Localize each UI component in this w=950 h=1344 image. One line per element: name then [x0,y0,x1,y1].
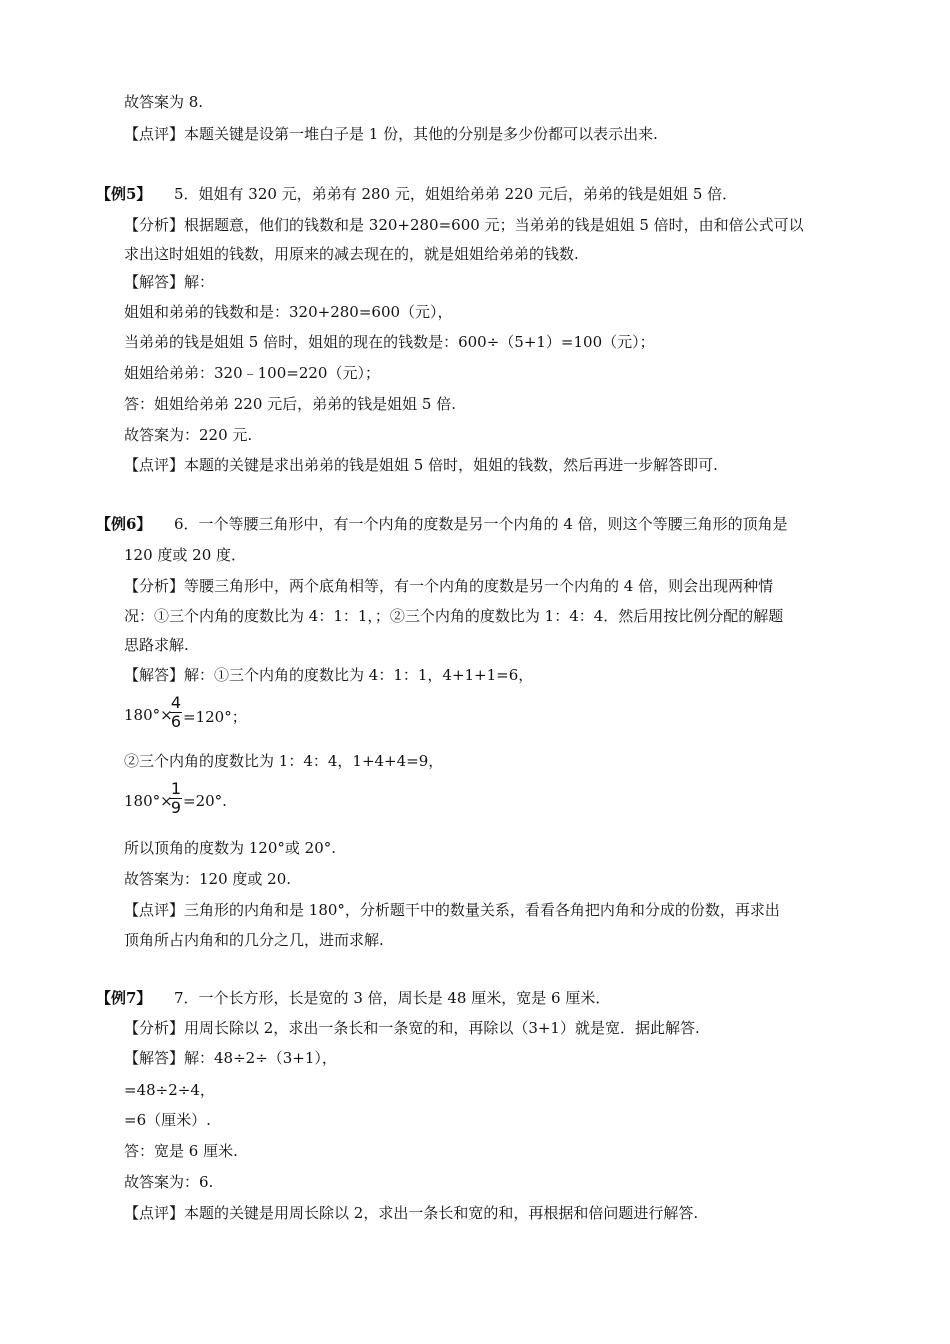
ex6-analysis-3: 思路求解. [124,636,189,654]
calc-1-prefix: 180°× [124,706,173,724]
calc-2-prefix: 180°× [124,792,173,810]
ex6-solution-1: 【解答】解：①三个内角的度数比为 4：1：1，4+1+1=6， [124,666,534,684]
ex6-answer: 故答案为：120 度或 20. [124,870,292,888]
ex6-review-2: 顶角所占内角和的几分之几，进而求解. [124,931,384,949]
calc-1-result: =120°； [183,708,247,726]
prev-review: 【点评】本题关键是设第一堆白子是 1 份，其他的分别是多少份都可以表示出来. [124,125,658,143]
example-7-label: 【例7】 [96,989,152,1007]
ex5-step-3: 姐姐给弟弟：320﹣100=220（元）； [124,364,380,382]
ex5-step-2: 当弟弟的钱是姐姐 5 倍时，姐姐的现在的钱数是：600÷（5+1）=100（元）； [124,333,655,351]
ex7-solution-2: =48÷2÷4， [124,1081,215,1099]
example-6-label: 【例6】 [96,515,152,533]
example-6-heading [96,514,788,534]
ex5-solution-head: 【解答】解： [124,273,215,291]
ex7-solution-3: =6（厘米）. [124,1111,211,1129]
fraction-numerator: 1 [170,779,182,798]
ex7-answer: 故答案为：6. [124,1173,214,1191]
example-5-heading [96,184,737,204]
ex6-solution-2: ②三个内角的度数比为 1：4：4，1+4+4=9， [124,752,444,770]
calc-2-result: =20°. [183,792,227,810]
example-7-problem: 7．一个长方形，长是宽的 3 倍，周长是 48 厘米，宽是 6 厘米． [174,989,611,1007]
ex7-solution-1: 【解答】解：48÷2÷（3+1）， [124,1049,337,1067]
ex6-analysis-2: 况：①三个内角的度数比为 4：1：1，；②三个内角的度数比为 1：4：4．然后用按比例分配的解题 [124,607,784,625]
prev-answer: 故答案为 8. [124,93,204,111]
ex5-analysis-1: 【分析】根据题意，他们的钱数和是 320+280=600 元；当弟弟的钱是姐姐 5 倍时，由和倍公式可以 [124,216,804,234]
ex5-reply: 答：姐姐给弟弟 220 元后，弟弟的钱是姐姐 5 倍. [124,395,457,413]
fraction-numerator: 4 [170,693,182,712]
ex7-reply: 答：宽是 6 厘米. [124,1142,238,1160]
example-7-heading [96,988,610,1008]
ex5-review: 【点评】本题的关键是求出弟弟的钱是姐姐 5 倍时，姐姐的钱数，然后再进一步解答即可. [124,456,718,474]
ex6-conclusion: 所以顶角的度数为 120°或 20°. [124,839,337,857]
example-5-problem: 5．姐姐有 320 元，弟弟有 280 元，姐姐给弟弟 220 元后，弟弟的钱是姐姐 5 倍． [174,185,738,203]
ex6-problem-2: 120 度或 20 度． [124,546,247,564]
ex7-review: 【点评】本题的关键是用周长除以 2，求出一条长和宽的和，再根据和倍问题进行解答. [124,1204,699,1222]
ex5-step-1: 姐姐和弟弟的钱数和是：320+280=600（元）， [124,303,453,321]
fraction-4-6 [170,694,182,731]
fraction-1-9 [170,780,182,817]
ex7-analysis: 【分析】用周长除以 2，求出一条长和一条宽的和，再除以（3+1）就是宽．据此解答. [124,1019,700,1037]
ex5-answer: 故答案为：220 元. [124,426,253,444]
ex6-review-1: 【点评】三角形的内角和是 180°，分析题干中的数量关系，看看各角把内角和分成的份数，再求出 [124,901,780,919]
ex5-analysis-2: 求出这时姐姐的钱数，用原来的减去现在的，就是姐姐给弟弟的钱数. [124,245,579,263]
fraction-denominator: 6 [170,712,182,731]
ex6-analysis-1: 【分析】等腰三角形中，两个底角相等，有一个内角的度数是另一个内角的 4 倍，则会出现两种情 [124,577,774,595]
fraction-denominator: 9 [170,798,182,817]
example-5-label: 【例5】 [96,185,152,203]
example-6-problem-1: 6．一个等腰三角形中，有一个内角的度数是另一个内角的 4 倍，则这个等腰三角形的顶角是 [174,515,788,533]
